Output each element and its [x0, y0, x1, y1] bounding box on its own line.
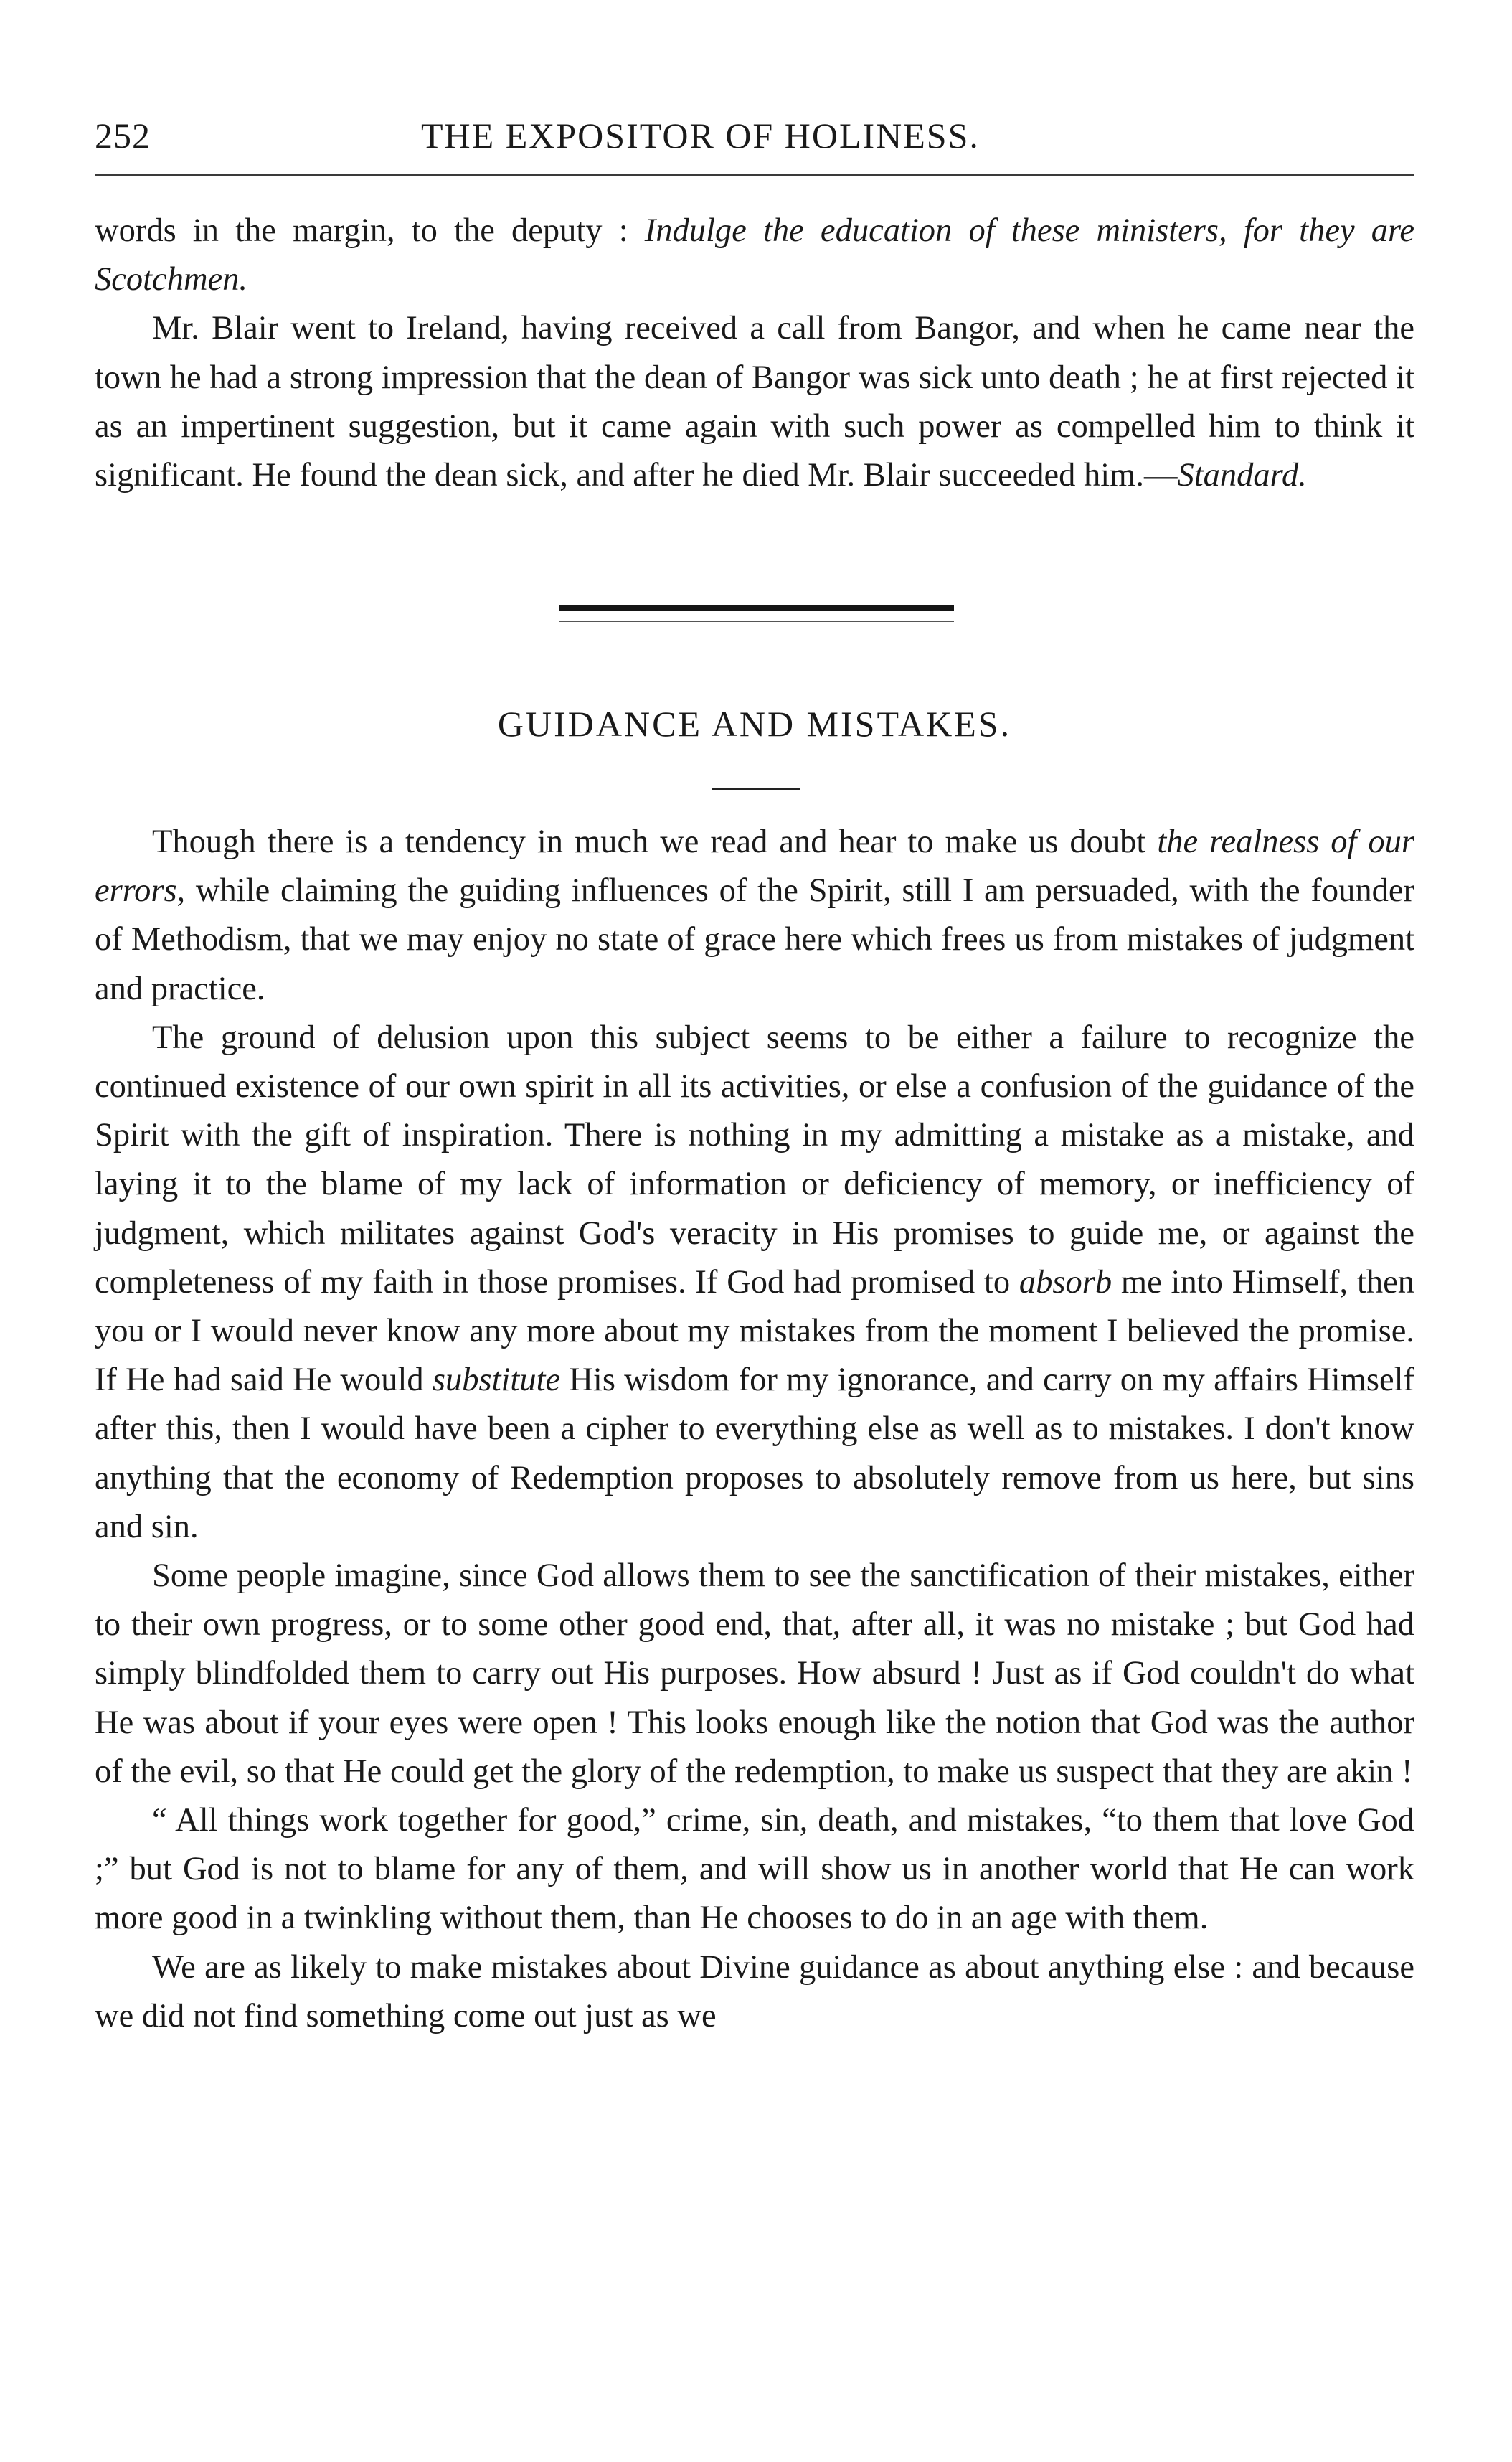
text-run: me into Himself, then you or I would never know any more about my mistakes from the moment I believed the promise. If He had said He would: [95, 1263, 1415, 1399]
italic-phrase: the realness of our errors,: [95, 824, 1414, 910]
paragraph: [95, 1014, 1414, 1552]
running-title: THE EXPOSITOR OF HOLINESS.: [421, 115, 980, 156]
text-run: while claiming the guiding influences of the Spirit, still I am persuaded, with the founder of Methodism, that we may enjoy no state of grace here which frees us from mistakes of judgment and practice.: [95, 872, 1414, 1007]
italic-word: absorb: [1019, 1263, 1112, 1301]
previous-article-ending: [95, 207, 1414, 500]
text-run: words in the margin, to the deputy :: [95, 212, 645, 249]
source-credit: Standard.: [1177, 457, 1307, 494]
divider-thin-rule: [559, 621, 954, 622]
paragraph: [95, 818, 1414, 1014]
divider-thick-rule: [559, 605, 954, 611]
paragraph: “ All things work together for good,” crime, sin, death, and mistakes, “to them that love God ;” but God is not to blame for any of them, and will show us in another world that He can work more good in a twinkling without them, than He chooses to do in an age with them.: [95, 1802, 1414, 1937]
header-rule: [95, 174, 1414, 176]
paragraph: [95, 207, 1414, 304]
page-number: 252: [95, 115, 151, 156]
text-run: The ground of delusion upon this subject seems to be either a failure to recognize the continued existence of our own spirit in all its activities, or else a confusion of the guidance of the Spirit with the gift of inspiration. There is nothing in my admitting a mistake as a mistake, and laying it to the blame of my lack of information or deficiency of memory, or inefficiency of judgment, which militates against God's veracity in His promises to guide me, or against the completeness of my faith in those promises. If God had promised to: [95, 1019, 1414, 1301]
paragraph: Some people imagine, since God allows them to see the sanctification of their mistakes, either to their own progress, or to some other good end, that, after all, it was no mistake ; but God had simply blindfolded them to carry out His purposes. How absurd ! Just as if God couldn't do what He was about if your eyes were open ! This looks enough like the notion that God was the author of the evil, so that He could get the glory of the redemption, to make us suspect that they are akin !: [95, 1557, 1414, 1790]
article-body: [95, 818, 1414, 2041]
running-head: [95, 108, 1414, 165]
paragraph: [95, 304, 1414, 500]
italic-quote: Indulge the education of these ministers, for they are Scotchmen.: [95, 212, 1415, 298]
title-rule: [712, 788, 800, 790]
paragraph: We are as likely to make mistakes about Divine guidance as about anything else : and because we did not find something come out just as we: [95, 1948, 1414, 2034]
text-run: Though there is a tendency in much we read and hear to make us doubt: [152, 824, 1158, 860]
text-run: His wisdom for my ignorance, and carry on my affairs Himself after this, then I would have been a cipher to everything else as well as to mistakes. I don't know anything that the economy of Redemption proposes to absolutely remove from us here, but sins and sin.: [95, 1362, 1415, 1545]
text-run: Mr. Blair went to Ireland, having received a call from Bangor, and when he came near the town he had a strong impression that the dean of Bangor was sick unto death ; he at first rejected it as an impertinent suggestion, but it came again with such power as compelled him to think it significant. He found the dean sick, and after he died Mr. Blair succeeded him.: [95, 310, 1414, 494]
source-dash: —: [1143, 457, 1178, 494]
article-title: GUIDANCE AND MISTAKES.: [497, 704, 1012, 744]
italic-word: substitute: [432, 1362, 561, 1399]
